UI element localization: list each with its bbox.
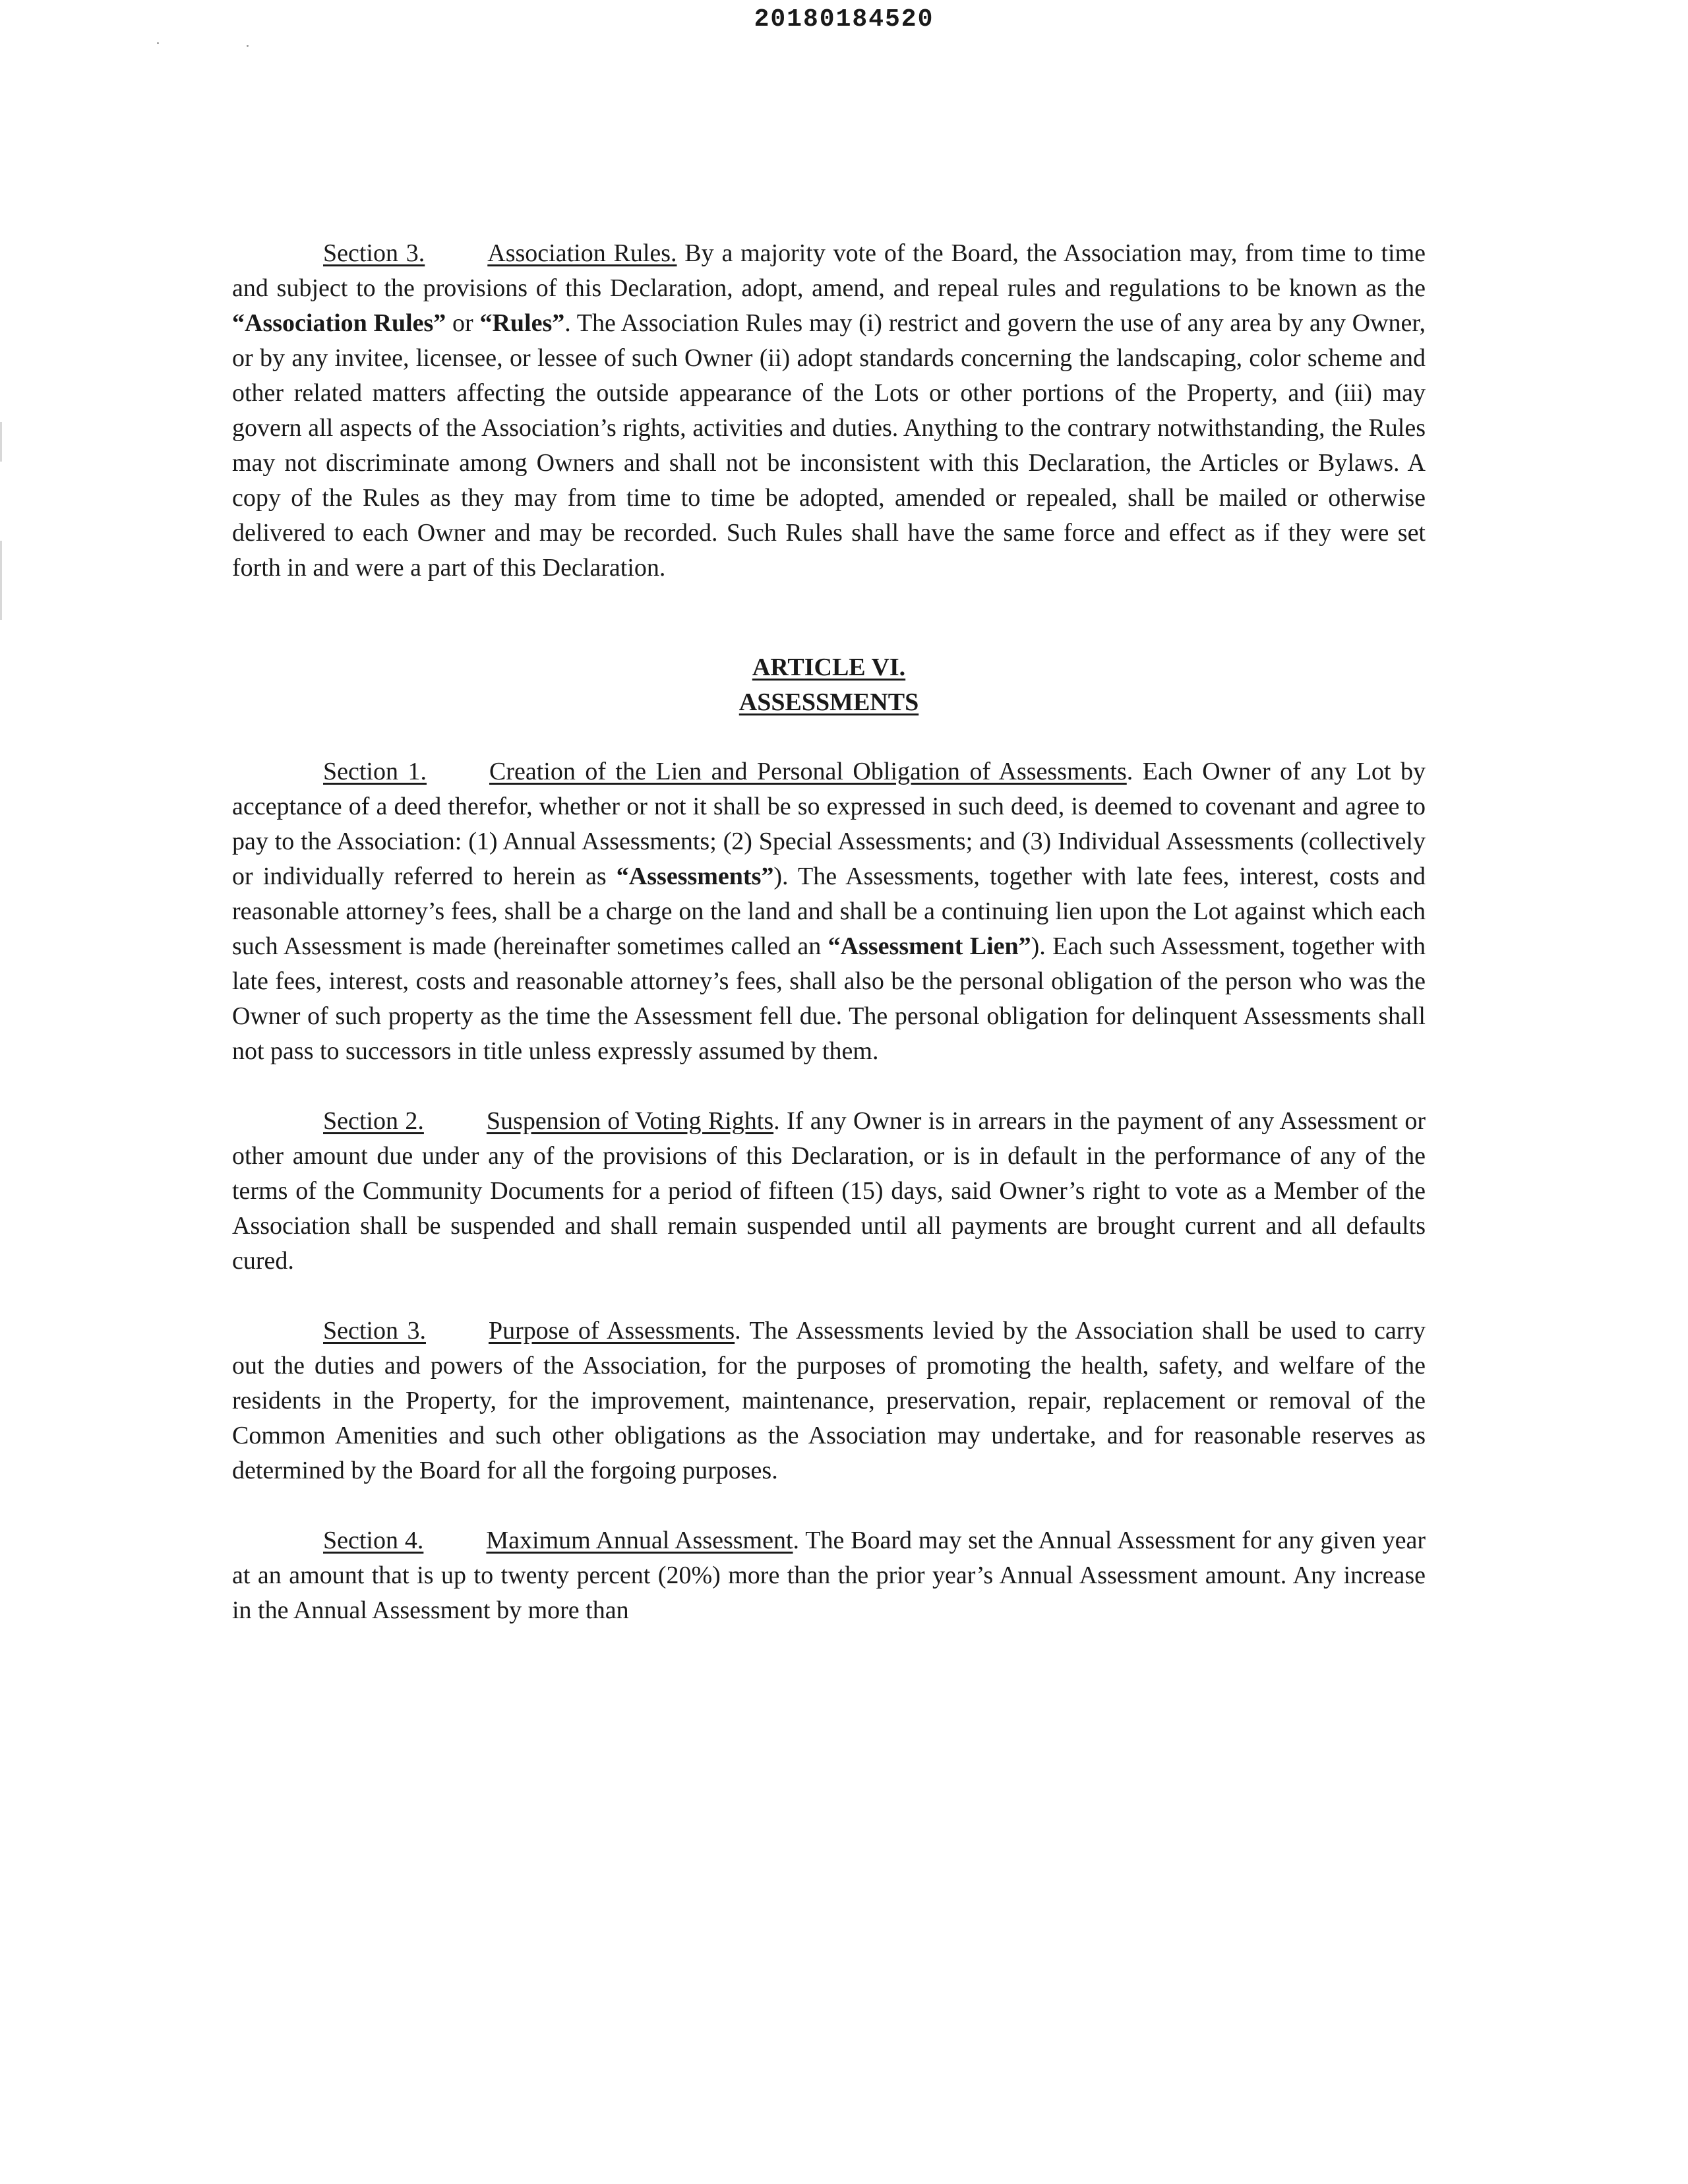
section-title: Suspension of Voting Rights [486, 1107, 774, 1135]
defined-term: “Association Rules” [232, 309, 446, 337]
defined-term: “Rules” [479, 309, 565, 337]
article-number: ARTICLE VI. [752, 653, 906, 681]
section-title: Association Rules. [487, 239, 677, 267]
section-1-paragraph [232, 754, 1426, 1069]
section-3-rules-paragraph [232, 236, 1426, 586]
document-number: 20180184520 [754, 5, 934, 34]
body-text: . The Assessments levied by the Association shall be used to carry out the duties and powers of the Association, for the purposes of promoting the health, safety, and welfare of the residents in the Property, for the improvement, maintenance, preservation, repair, replacement or removal of the Common Amenities and such other obligations as the Association may undertake, and for reasonable reserves as determined by the Board for all the forgoing purposes. [232, 1317, 1426, 1484]
body-text: . If any Owner is in arrears in the payment of any Assessment or other amount due under any of the provisions of this Declaration, or is in default in the performance of any of the terms of the Community Documents for a period of fifteen (15) days, said Owner’s right to vote as a Member of the Association shall be suspended and shall remain suspended until all payments are brought current and all defaults cured. [232, 1107, 1426, 1275]
section-3-purpose-paragraph [232, 1314, 1426, 1488]
body-text: ). Each such Assessment, together with late fees, interest, costs and reasonable attorney’s fees, shall also be the personal obligation of the person who was the Owner of such property as the time the Assessment fell due. The personal obligation for delinquent Assessments shall not pass to successors in title unless expressly assumed by them. [232, 932, 1426, 1065]
body-text: By a majority vote of the Board, the Association may, from time to time and subject to the provisions of this Declaration, adopt, amend, and repeal rules and regulations to be known as the [232, 239, 1426, 302]
body-text: . The Board may set the Annual Assessment for any given year at an amount that is up to twenty percent (20%) more than the prior year’s Annual Assessment amount. Any increase in the Annual Assessment by more than [232, 1527, 1426, 1624]
scan-speck [157, 42, 159, 44]
section-4-paragraph [232, 1523, 1426, 1628]
section-number: Section 2. [323, 1107, 424, 1135]
scan-edge-mark [0, 541, 2, 620]
scan-edge-mark [0, 422, 2, 462]
section-2-paragraph [232, 1104, 1426, 1279]
section-number: Section 4. [323, 1527, 424, 1554]
scan-speck [247, 45, 249, 47]
section-number: Section 1. [323, 758, 427, 785]
body-text: . The Association Rules may (i) restrict and govern the use of any area by any Owner, or by any invitee, licensee, or lessee of such Owner (ii) adopt standards concerning the landscaping, color scheme and other related matters affecting the outside appearance of the Lots or other portions of the Property, and (iii) may govern all aspects of the Association’s rights, activities and duties. Anything to the contrary notwithstanding, the Rules may not discriminate among Owners and shall not be inconsistent with this Declaration, the Articles or Bylaws. A copy of the Rules as they may from time to time be adopted, amended or repealed, shall be mailed or otherwise delivered to each Owner and may be recorded. Such Rules shall have the same force and effect as if they were set forth in and were a part of this Declaration. [232, 309, 1426, 582]
body-text: ). The Assessments, together with late fees, interest, costs and reasonable attorney’s fees, shall be a charge on the land and shall be a continuing lien upon the Lot against which each such Assessment is made (hereinafter sometimes called an [232, 863, 1426, 960]
section-number: Section 3. [323, 1317, 426, 1345]
body-text: or [446, 309, 480, 337]
article-title: ASSESSMENTS [738, 688, 919, 716]
article-heading [232, 650, 1426, 720]
document-body [232, 236, 1426, 1628]
section-title: Purpose of Assessments [488, 1317, 735, 1345]
defined-term: “Assessment Lien” [828, 932, 1031, 960]
body-text: . Each Owner of any Lot by acceptance of a deed therefor, whether or not it shall be so expressed in such deed, is deemed to covenant and agree to pay to the Association: (1) Annual Assessments; (2) Special Assessments; and (3) Individual Assessments (collectively or individually referred to herein as [232, 758, 1426, 890]
defined-term: “Assessments” [616, 863, 774, 890]
section-number: Section 3. [323, 239, 425, 267]
section-title: Creation of the Lien and Personal Obligation of Assessments [489, 758, 1127, 785]
section-title: Maximum Annual Assessment [486, 1527, 793, 1554]
